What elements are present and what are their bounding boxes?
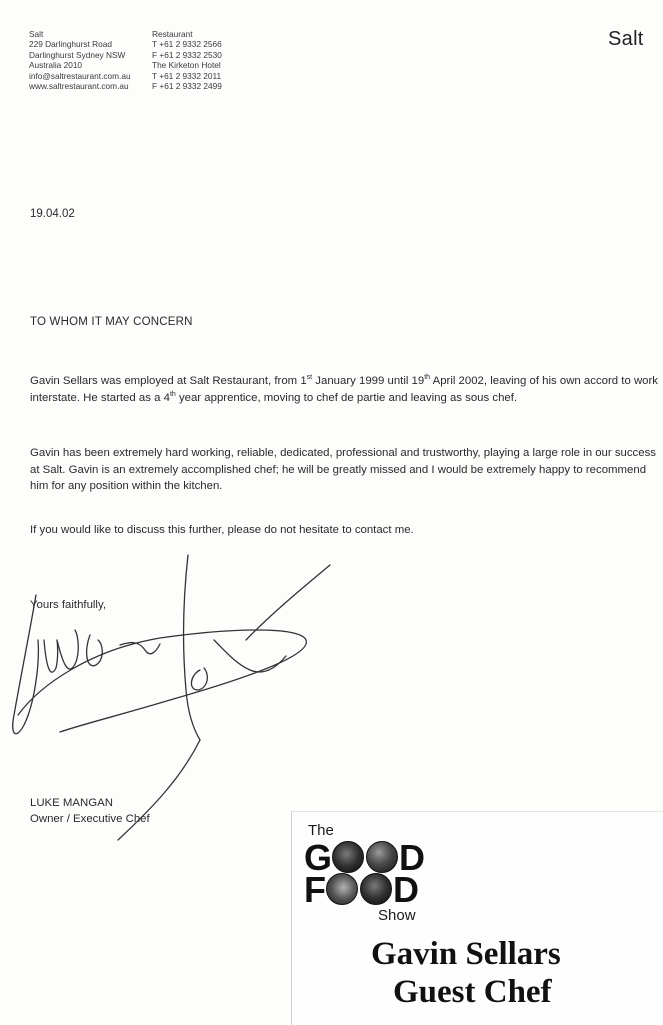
logo-good-word: G D (304, 837, 425, 878)
citrus-icon (326, 873, 358, 905)
paragraph-employment: Gavin Sellars was employed at Salt Restaurant, from 1st January 1999 until 19th April 2002, leaving of his own accord to work interstate. He started as a 4th year apprentice, moving to chef de partie and leaving as sous chef. (30, 374, 658, 404)
guest-chef-name: Gavin Sellars (371, 936, 561, 972)
logo-food-word: F D (304, 869, 418, 910)
address-line: 229 Darlinghurst Road (29, 39, 113, 50)
website-text: www.saltrestaurant.com.au (29, 81, 129, 92)
letterhead-address (29, 29, 131, 91)
address-line: Salt (29, 29, 44, 39)
signer-title: Owner / Executive Chef (30, 813, 150, 825)
address-line: Australia 2010 (29, 60, 83, 71)
brand-logo: Salt (608, 28, 644, 50)
letter-date: 19.04.02 (30, 208, 75, 220)
logo-the-text: The (308, 822, 334, 839)
phone-line: Restaurant (152, 29, 193, 39)
guest-chef-role: Guest Chef (393, 974, 552, 1010)
onion-icon (360, 873, 392, 905)
signature-image (0, 540, 340, 880)
letterhead-phones (152, 29, 222, 91)
paragraph-recommendation: Gavin has been extremely hard working, reliable, dedicated, professional and trustworthy, playing a large role in our success at Salt. Gavin is an extremely accomplished chef; he will be greatly missed and I would be extremely happy to recommend him for any position within the kitchen. (30, 447, 656, 492)
phone-line: F +61 2 9332 2530 (152, 49, 222, 60)
salutation: TO WHOM IT MAY CONCERN (30, 316, 193, 328)
closing: Yours faithfully, (30, 599, 106, 611)
signer-name: LUKE MANGAN (30, 797, 113, 809)
tomato-icon (332, 841, 364, 873)
paragraph-contact: If you would like to discuss this further, please do not hesitate to contact me. (30, 524, 414, 536)
address-line: Darlinghurst Sydney NSW (29, 49, 126, 60)
phone-line: The Kirketon Hotel (152, 60, 221, 71)
phone-line: T +61 2 9332 2566 (152, 39, 222, 50)
email-text: info@saltrestaurant.com.au (29, 70, 131, 81)
phone-line: T +61 2 9332 2011 (152, 70, 222, 81)
guest-chef-card (291, 811, 663, 1025)
logo-show-text: Show (378, 907, 416, 924)
phone-line: F +61 2 9332 2499 (152, 81, 222, 92)
